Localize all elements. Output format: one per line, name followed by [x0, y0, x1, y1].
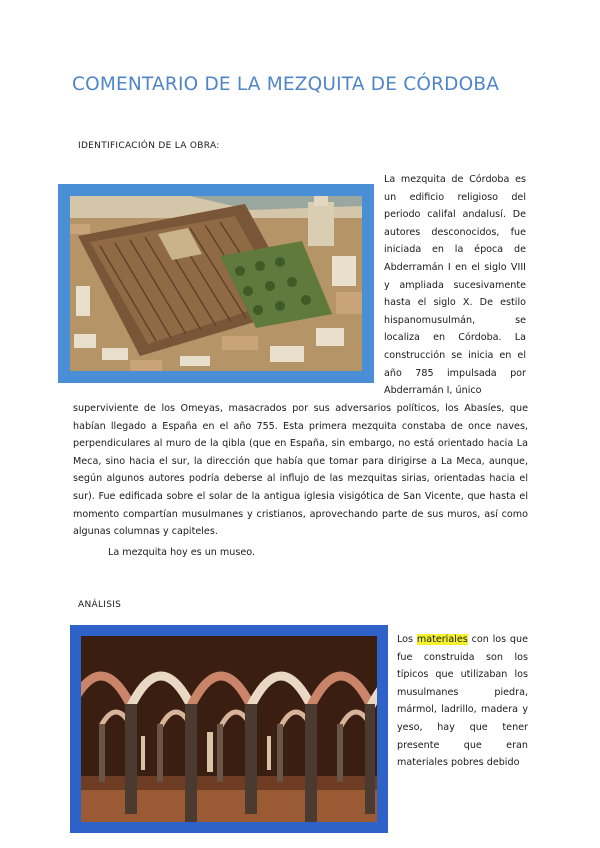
- section2-text-before: Los: [397, 634, 417, 645]
- highlighted-word-materiales: materiales: [416, 634, 468, 645]
- document-title: COMENTARIO DE LA MEZQUITA DE CÓRDOBA: [72, 74, 500, 95]
- section-heading-identificacion: IDENTIFICACIÓN DE LA OBRA:: [78, 141, 220, 151]
- mezquita-aerial-photo: [70, 196, 362, 371]
- mezquita-interior-photo: [81, 636, 377, 822]
- interior-photo-frame: [70, 625, 388, 833]
- section1-side-paragraph: La mezquita de Córdoba es un edificio religioso del periodo califal andalusí. De autores desconocidos, fue iniciada en la época de Abderramán I en el siglo VIII y ampliada sucesivamente hasta el siglo X. De estilo hispanomusulmán, se localiza en Córdoba. La construcción se inicia en el año 785 impulsada por Abderramán I, único: [384, 174, 526, 397]
- section2-text-after: con los que fue construida son los típicos que utilizaban los musulmanes piedra, mármol, ladrillo, madera y yeso, hay que tener presente que eran materiales pobres debido: [397, 634, 529, 769]
- interior-photo-illustration: [81, 636, 377, 822]
- section-heading-analisis: ANÁLISIS: [78, 600, 122, 610]
- section1-continued-paragraph: superviviente de los Omeyas, masacrados por sus adversarios políticos, los Abasíes, que habían llegado a España en el año 755. Esta primera mezquita constaba de once naves, perpendiculares al muro de la qibla (que en España, sin embargo, no está orientado hacia La Meca, sino hacia el sur, la dirección que había que tomar para dirigirse a La Meca, aunque, según algunos autores podría deberse al influjo de las mezquitas sirias, orientadas hacia el sur). Fue edificada sobre el solar de la antigua iglesia visigótica de San Vicente, que hasta el momento compartían musulmanes y cristianos, aprovechando parte de sus muros, así como algunas columnas y capiteles.: [73, 403, 528, 538]
- section2-side-paragraph: [397, 631, 528, 772]
- aerial-photo-illustration: [70, 196, 362, 371]
- aerial-photo-frame: [58, 184, 374, 383]
- museum-note: La mezquita hoy es un museo.: [108, 547, 255, 558]
